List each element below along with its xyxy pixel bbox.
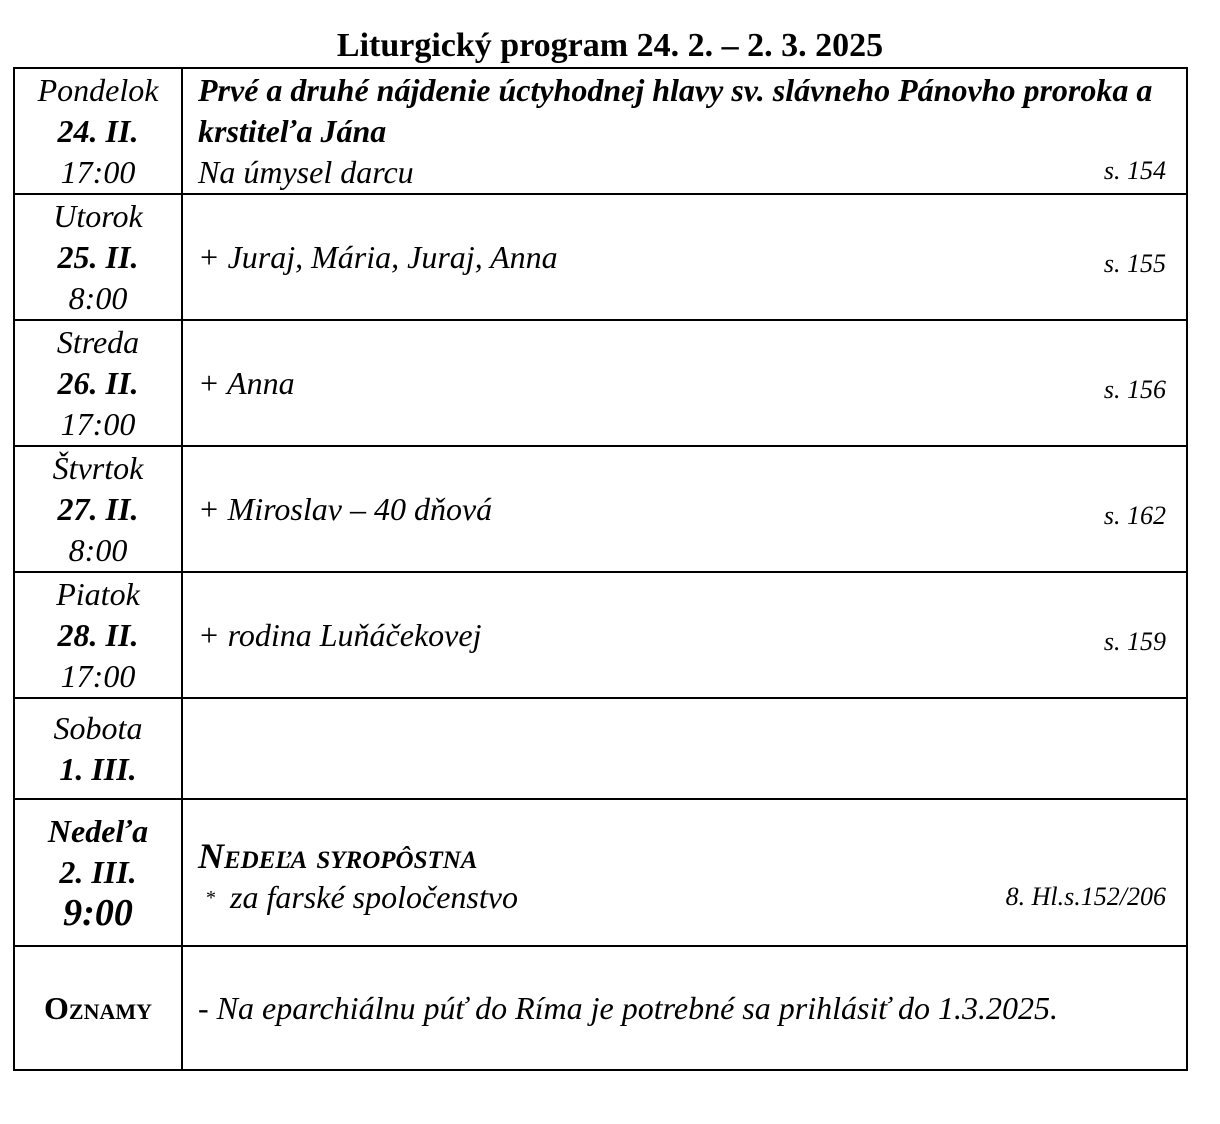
day-date: 28. II.	[57, 616, 139, 653]
page-reference: s. 156	[1103, 375, 1166, 404]
table-row	[14, 194, 1187, 320]
day-name: Sobota	[53, 709, 143, 746]
schedule-table	[13, 67, 1188, 1071]
day-time: 17:00	[60, 405, 136, 442]
table-row	[14, 68, 1187, 194]
page-reference: s. 162	[1103, 501, 1166, 530]
day-cell	[14, 698, 182, 799]
table-row	[14, 572, 1187, 698]
intention-cell	[182, 799, 1187, 946]
intention-text: + Anna	[198, 364, 295, 401]
day-time: 17:00	[60, 657, 136, 694]
day-name: Nedeľa	[47, 813, 149, 849]
table-row	[14, 446, 1187, 572]
day-cell	[14, 572, 182, 698]
intention-cell	[182, 194, 1187, 320]
intention-cell	[182, 446, 1187, 572]
day-name: Pondelok	[37, 71, 159, 108]
day-date: 26. II.	[57, 364, 139, 401]
intention-cell	[182, 698, 1187, 799]
table-row	[14, 698, 1187, 799]
table-row	[14, 320, 1187, 446]
intention-cell	[182, 68, 1187, 194]
intention-text: + rodina Luňáčekovej	[198, 616, 482, 653]
feast-title: Nedeľa syropôstna	[198, 836, 478, 876]
day-date: 27. II.	[57, 490, 139, 527]
day-date: 2. III.	[59, 854, 137, 890]
day-name: Utorok	[53, 197, 143, 234]
announcements-label-cell	[14, 946, 182, 1070]
day-time: 17:00	[60, 153, 136, 190]
intention-text: + Juraj, Mária, Juraj, Anna	[198, 238, 558, 275]
table-row	[14, 946, 1187, 1070]
page-reference: s. 159	[1103, 627, 1166, 656]
day-cell	[14, 799, 182, 946]
intention-cell	[182, 572, 1187, 698]
day-time: 8:00	[68, 531, 128, 568]
announcement-text: - Na eparchiálnu púť do Ríma je potrebné sa prihlásiť do 1.3.2025.	[198, 989, 1058, 1026]
day-time: 8:00	[68, 279, 128, 316]
day-name: Piatok	[56, 575, 140, 612]
announcements-cell	[182, 946, 1187, 1070]
page-reference: s. 154	[1103, 156, 1166, 185]
announcements-label: Oznamy	[44, 989, 152, 1026]
day-date: 25. II.	[57, 238, 139, 275]
page-reference: 8. Hl.s.152/206	[1005, 882, 1166, 911]
day-cell	[14, 68, 182, 194]
table-row	[14, 799, 1187, 946]
intention-text: + Miroslav – 40 dňová	[198, 490, 493, 527]
day-date: 24. II.	[57, 112, 139, 149]
page-reference: s. 155	[1103, 249, 1166, 278]
intention-text: Na úmysel darcu	[198, 153, 414, 190]
day-name: Štvrtok	[52, 449, 144, 486]
day-cell	[14, 320, 182, 446]
day-name: Streda	[56, 323, 140, 360]
day-cell	[14, 194, 182, 320]
intention-cell	[182, 320, 1187, 446]
bullet-icon: *	[206, 887, 216, 909]
day-cell	[14, 446, 182, 572]
page-title: Liturgický program 24. 2. – 2. 3. 2025	[336, 27, 884, 64]
feast-title: Prvé a druhé nájdenie úctyhodnej hlavy sv. slávneho Pánovho proroka a krstiteľa Jána	[198, 71, 1153, 149]
intention-text: za farské spoločenstvo	[230, 879, 518, 915]
day-time: 9:00	[63, 892, 133, 934]
day-date: 1. III.	[59, 750, 137, 787]
